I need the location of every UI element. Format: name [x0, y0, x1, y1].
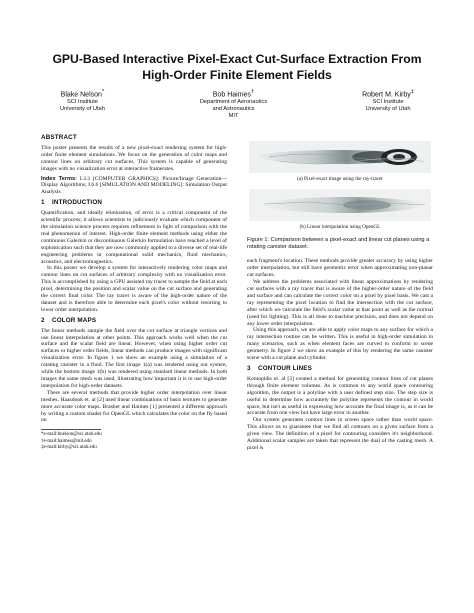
paragraph: The linear methods sample the field over the cut surface at triangle vertices and use linear interpolation at other points. This approach works well when the cut surface and the scalar field are linear. However, when using higher order cut surfaces or higher order fields, linear methods can produce images with significant visualization error. In figure 1 we show an example using a simulation of a rotating canister in a fluid. The first image 1(a) was rendered using our system, while the bottom image 1(b) was rendered using standard linear methods. In both images the same mesh was used, illustrating how important it is to use high-order interpolation for high-order datasets. — [41, 327, 227, 389]
affiliation-line: SCI Institute — [66, 99, 98, 106]
section-number: 1 — [41, 199, 45, 207]
figure-1a-image — [249, 141, 431, 173]
paragraph: We address the problems associated with linear approximations by rendering cut surfaces with a ray tracer that is aware of the higher-order nature of the field and surface and can calculate the correct color on a pixel by pixel basis. We cast a ray representing the pixel location to find the intersection with the cut surface, after which we calculate the field's scalar value at that point as well as the normal (used for lighting). This is all done to machine precision, and does not depend on any lower order interpolation. — [247, 279, 433, 327]
author-3 — [362, 88, 414, 119]
affiliation-line: SCI Institute — [372, 99, 404, 106]
author-mark: ‡ — [410, 89, 414, 95]
linear-interp-canister-image — [249, 189, 431, 221]
title-line-2: High-Order Finite Element Fields — [142, 67, 332, 82]
author-1 — [60, 88, 105, 119]
affiliation-line: Department of Aeronautics — [199, 99, 268, 106]
author-name: Robert M. Kirby — [362, 91, 411, 99]
section-heading-color — [41, 318, 227, 325]
section-title: INTRODUCTION — [52, 199, 103, 207]
figure-1b-image — [249, 189, 431, 221]
ray-traced-canister-image — [249, 141, 431, 173]
affiliation-line: University of Utah — [365, 106, 411, 113]
author-block — [60, 88, 414, 119]
title-line-1: GPU-Based Interactive Pixel-Exact Cut-Surface Extraction From — [52, 52, 422, 66]
footnote: ‡e-mail:kirby@sci.utah.edu — [41, 444, 97, 450]
section-heading-contour — [247, 366, 433, 373]
author-mark: * — [101, 89, 105, 95]
paragraph: Kontopidis et. al [3] created a method for generating contour lines of cut planes through finite element volumes. As is common to any world space contouring algorithm, the output is a polyline with a user defined step size. The step size is useful to determine how accurately the polyline represents the contour in world space, but isn't as useful in expressing how accurate the final image is, as it can be accurate from one view but have large error in another. — [247, 375, 433, 417]
left-column — [41, 131, 227, 451]
paragraph: Using this approach, we are able to apply color maps to any surface for which a ray intersection routine can be written. This is useful in high-order simulation in many scenarios, such as when element faces are curved to conform to scene geometry. In figure 2 we show an example of this by rendering the same canister scene with a cut plane and cylinder. — [247, 327, 433, 362]
paper-title — [30, 52, 444, 83]
paragraph: each fragment's location. These methods provide greater accuracy by using higher order interpolation, but still have geometric error when approximating non-planar cut surfaces. — [247, 258, 433, 279]
author-mark: † — [250, 89, 255, 95]
author-2 — [200, 88, 267, 119]
figure-1b-caption: (b) Linear interpolation using OpenGL — [299, 223, 381, 230]
affiliation-line: University of Utah — [60, 106, 105, 113]
affiliation-line: and Astronautics — [212, 106, 255, 113]
index-terms-label: Index Terms: — [41, 175, 77, 182]
paragraph: There are several methods that provide higher order interpolation over linear meshes. Haasdonk et. al [2] used linear combinations of basis textures to generate more accurate color maps. Brasher and Haimes [1] presented a different approach by writing a custom shader for OpenGL which calculates the color on the fly based on — [41, 389, 227, 424]
right-column — [247, 131, 433, 452]
section-number: 2 — [41, 316, 45, 324]
paragraph: Quantification, and ideally elimination, of error is a critical component of the scientific process; it allows scientists to judiciously evaluate which component of the simulation science process requires refinement in light of comparison with the real phenomenon of interest. High-order finite element methods using either the continuous Galerkin or discontinuous Galerkin formulation have reached a level of sophistication such that they are now commonly applied to a diverse set of real-life engineering problems in computational solid mechanics, fluid mechanics, acoustics, and electromagnetics. — [41, 210, 227, 265]
abstract-text: This poster presents the results of a new pixel-exact rendering system for high-order finite element simulations. We focus on the generation of color maps and contour lines on arbitrary cut surfaces. This system is capable of generating images with no visualization error at interactive framerates. — [41, 144, 227, 172]
author-name: Blake Nelson — [60, 91, 102, 99]
footnote-rule — [41, 429, 101, 430]
affiliation-line: MIT — [228, 112, 239, 119]
paragraph: In this poster we develop a system for interactively rendering color maps and contour lines on cut surfaces of arbitrary complexity with no visualization error. This is accomplished by using a GPU assisted ray tracer to sample the field at each pixel, determining the position and scalar value on the cut surface and generating the correct final color. The ray tracer is aware of the high-order nature of the dataset and is therefore able to determine each pixel's color without resorting to lower order interpolation. — [41, 265, 227, 313]
footnote: †e-mail:haimes@mit.edu — [41, 438, 92, 444]
paragraph: Our system generates contour lines in screen space rather than world space. This allows us to guarantee that we find all contours on a given surface from a given view. The definition of a pixel for contouring considers it's neighborhood. Additional scalar samples are taken that represent the dual of the casting mesh. A pixel is — [247, 417, 433, 451]
figure-1-caption: Figure 1: Comparison between a pixel-exact and linear cut planes using a rotating canister dataset. — [247, 236, 430, 250]
abstract-heading: ABSTRACT — [41, 134, 77, 141]
section-title: CONTOUR LINES — [258, 365, 312, 372]
index-terms — [41, 176, 227, 197]
index-terms-text: I.3.3 [COMPUTER GRAPHICS]: Picture/Image Generation—Display Algorithms; I.6.6 [SIMULATION AND MODELING]: Simulation Output Analysis — [41, 175, 227, 196]
author-name: Bob Haimes — [212, 91, 251, 99]
section-heading-intro — [41, 200, 227, 207]
figure-1a-caption: (a) Pixel-exact image using the ray-tracer — [297, 176, 383, 182]
section-title: COLOR MAPS — [52, 316, 97, 324]
section-number: 3 — [247, 365, 251, 372]
footnote: *e-mail:bnelson@sci.utah.edu — [41, 432, 102, 438]
